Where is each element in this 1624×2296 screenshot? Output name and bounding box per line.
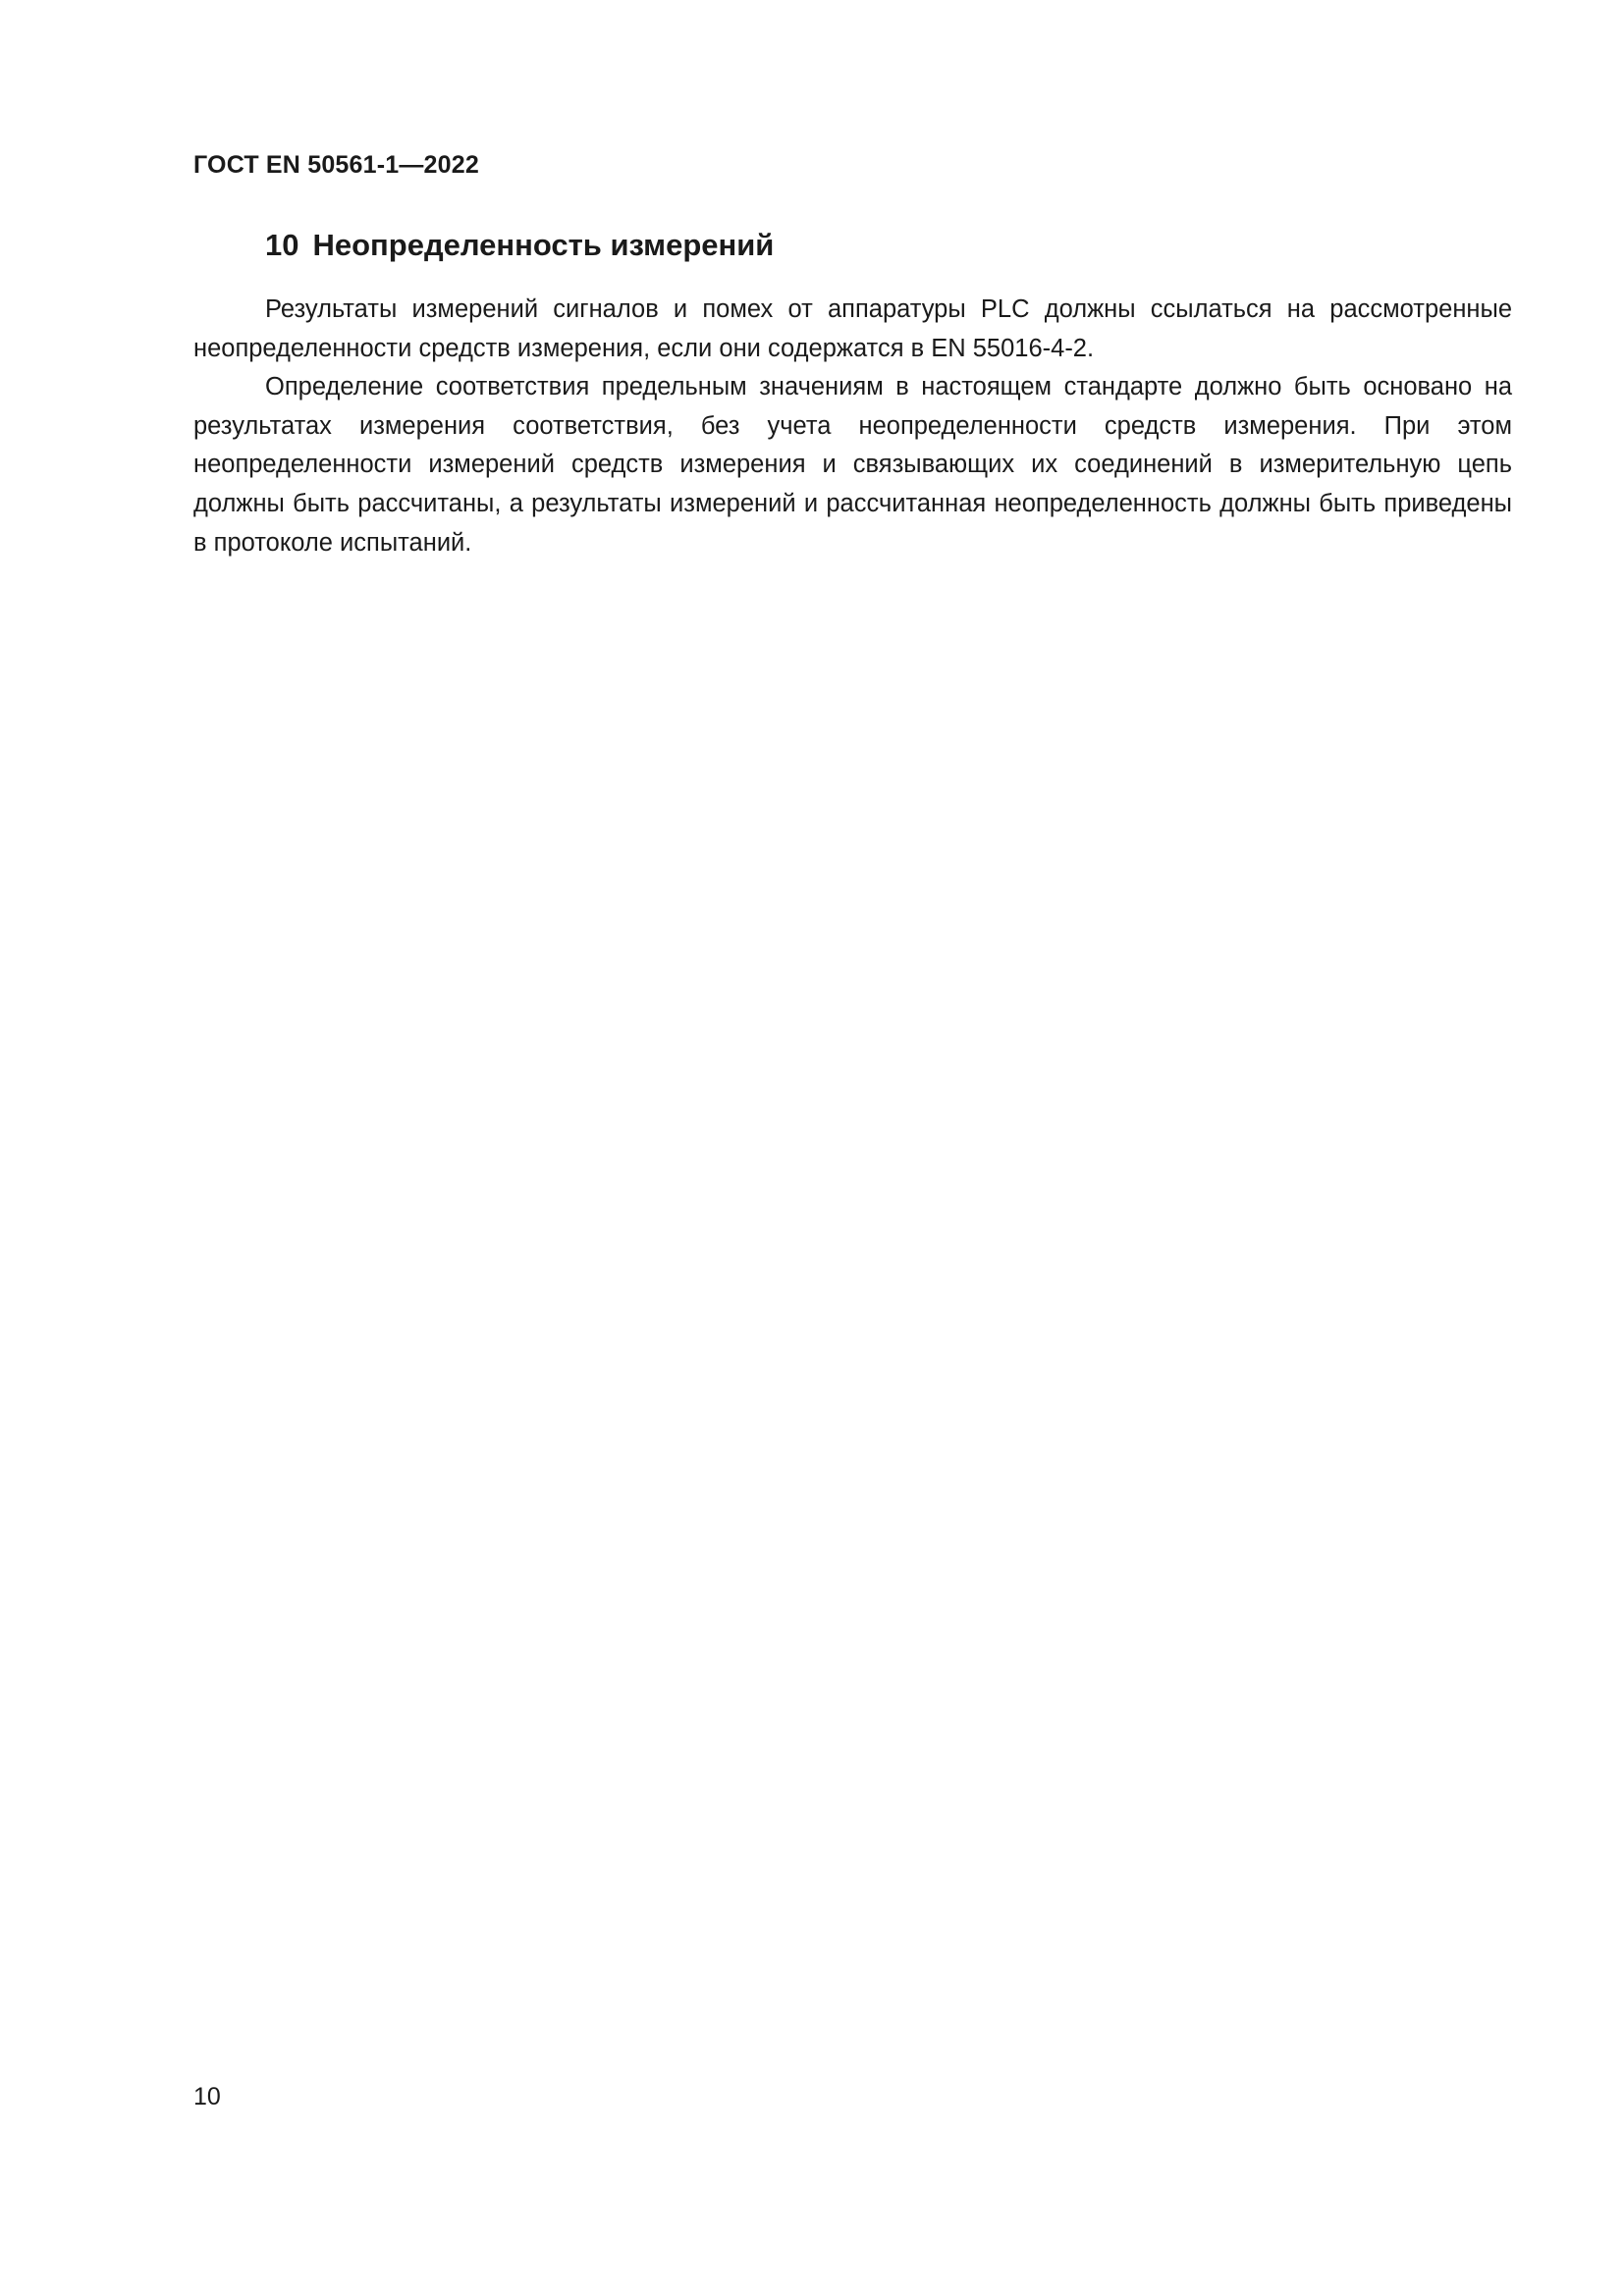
section-number: 10	[265, 228, 299, 262]
section-heading	[265, 226, 774, 265]
document-code-header: ГОСТ EN 50561-1—2022	[193, 151, 479, 179]
paragraph-1: Результаты измерений сигналов и помех от аппаратуры PLC должны ссылаться на рассмотренные неопределенности средств измерения, если они содержатся в EN 55016-4-2.	[193, 295, 1512, 362]
section-title-text: Неопределенность измерений	[312, 228, 775, 262]
paragraph-2: Определение соответствия предельным значениям в настоящем стандарте должно быть основано на результатах измерения соответствия, без учета неопределенности средств измерения. При этом неопределенности измерений средств измерения и связывающих их соединений в измерительную цепь должны быть рассчитаны, а результаты измерений и рассчитанная неопределенность должны быть приведены в протоколе испытаний.	[193, 373, 1512, 557]
page-number: 10	[193, 2083, 221, 2110]
section-body	[193, 291, 1512, 562]
